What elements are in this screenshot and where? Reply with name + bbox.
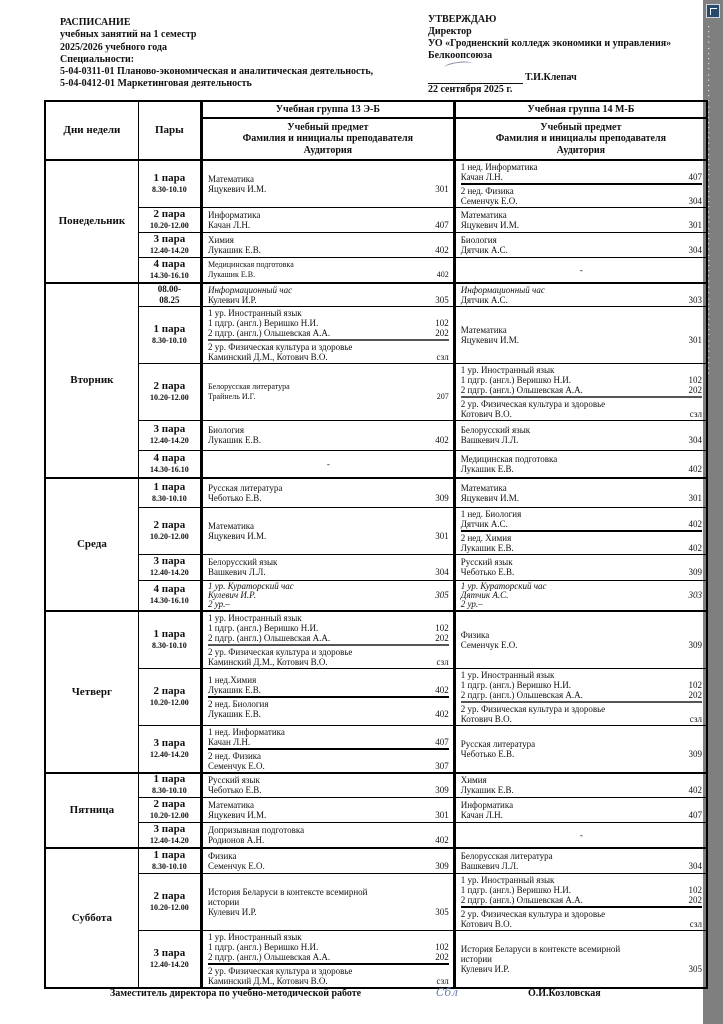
lesson-cell: Информационный час Дятчик А.С. 303 (454, 283, 707, 307)
doc-title: РАСПИСАНИЕ (60, 17, 131, 28)
empty-lesson-cell: - (454, 258, 707, 283)
lesson-cell: Химия Лукашик Е.В. 402 (454, 773, 707, 798)
lesson-cell: Русская литература Чеботько Е.В. 309 (454, 725, 707, 773)
schedule-title-block (60, 17, 373, 91)
lesson-cell: 1 нед. Информатика Качан Л.Н. 407 2 нед. Физика Семенчук Е.О. 307 (201, 725, 454, 773)
day-tuesday: Вторник (45, 283, 138, 479)
empty-lesson-cell: - (454, 823, 707, 848)
approval-date: 22 сентября 2025 г. (428, 84, 513, 95)
lesson-cell: История Беларуси в контексте всемирной истории Кулевич И.Р. 305 (454, 931, 707, 989)
pair-2: 2 пара 10.20-12.00 (138, 507, 201, 554)
lesson-cell: Физика Семенчук Е.О. 309 (454, 611, 707, 669)
approver-name: Т.И.Клепач (525, 72, 577, 83)
day-thursday: Четверг (45, 611, 138, 773)
lesson-cell: 1 ур. Кураторский час Дятчик А.С. 303 2 ур.– (454, 580, 707, 611)
lesson-cell: История Беларуси в контексте всемирной истории Кулевич И.Р. 305 (201, 874, 454, 931)
lesson-cell: Математика Яцукевич И.М. 301 (201, 160, 454, 208)
group-14-header: Учебная группа 14 М-Б (454, 101, 707, 118)
lesson-cell: Математика Яцукевич И.М. 301 (454, 478, 707, 507)
day-monday: Понедельник (45, 160, 138, 283)
lesson-cell: Математика Яцукевич И.М. 301 (201, 798, 454, 823)
approval-block (428, 14, 671, 96)
lesson-cell: Белорусская литература Вашкевич Л.Л. 304 (454, 848, 707, 874)
lesson-cell: 1 ур. Иностранный язык 1 пдгр. (англ.) Веришко Н.И. 102 2 пдгр. (англ.) Ольшевская А.А. 202 2 ур. Физическая культура и здоровье Каминский Д.М., Котович В.О. сзл (201, 306, 454, 363)
day-friday: Пятница (45, 773, 138, 848)
logo-icon (706, 4, 720, 18)
footer-signature: Cбл (436, 986, 459, 999)
pair-2: 2 пара 10.20-12.00 (138, 668, 201, 725)
pair-3: 3 пара 12.40-14.20 (138, 420, 201, 450)
pair-2: 2 пара 10.20-12.00 (138, 363, 201, 420)
group-13-header: Учебная группа 13 Э-Б (201, 101, 454, 118)
schedule-table (44, 100, 708, 989)
organization: УО «Гродненский колледж экономики и управления» (428, 38, 672, 49)
signature-line (428, 74, 523, 84)
lesson-cell: 1 ур. Иностранный язык 1 пдгр. (англ.) Веришко Н.И. 102 2 пдгр. (англ.) Ольшевская А.А. 202 2 ур. Физическая культура и здоровье Котович В.О. сзл (454, 874, 707, 931)
approve-label: УТВЕРЖДАЮ (428, 14, 497, 25)
academic-year: 2025/2026 учебного года (60, 41, 167, 53)
pair-1: 1 пара 8.30-10.10 (138, 773, 201, 798)
pair-3: 3 пара 12.40-14.20 (138, 554, 201, 580)
lesson-cell: Математика Яцукевич И.М. 301 (454, 306, 707, 363)
footer-position: Заместитель директора по учебно-методической работе (110, 988, 362, 999)
lesson-cell: Химия Лукашик Е.В. 402 (201, 233, 454, 258)
lesson-cell: Информатика Качан Л.Н. 407 (201, 208, 454, 233)
lesson-cell: Биология Дятчик А.С. 304 (454, 233, 707, 258)
pair-1: 1 пара 8.30-10.10 (138, 611, 201, 669)
lesson-cell: 1 ур. Иностранный язык 1 пдгр. (англ.) Веришко Н.И. 102 2 пдгр. (англ.) Ольшевская А.А. 202 2 ур. Физическая культура и здоровье Котович В.О. сзл (454, 363, 707, 420)
col-header-pairs: Пары (138, 101, 201, 160)
lesson-cell: Информационный час Кулевич И.Р. 305 (201, 283, 454, 307)
lesson-cell: Математика Яцукевич И.М. 301 (454, 208, 707, 233)
pair-2: 2 пара 10.20-12.00 (138, 798, 201, 823)
col-header-days: Дни недели (45, 101, 138, 160)
footer-name: О.И.Козловская (528, 988, 601, 999)
pair-info-hour: 08.00- 08.25 (138, 283, 201, 307)
empty-lesson-cell: - (201, 450, 454, 478)
lesson-cell: Белорусская литература Трайнель И.Г. 207 (201, 363, 454, 420)
lesson-cell: 1 ур. Иностранный язык 1 пдгр. (англ.) Веришко Н.И. 102 2 пдгр. (англ.) Ольшевская А.А. 202 2 ур. Физическая культура и здоровье Котович В.О. сзл (454, 668, 707, 725)
approver-position: Директор (428, 26, 472, 37)
specialties-label: Специальности: (60, 53, 135, 65)
pair-1: 1 пара 8.30-10.10 (138, 848, 201, 874)
lesson-cell: Информатика Качан Л.Н. 407 (454, 798, 707, 823)
watermark-text: ▪▪▪▪ ▪▪▪▪▪ ▪▪▪▪▪▪ ▪▪▪▪▪▪▪▪ ▪▪▪▪▪▪▪ ▪▪▪▪▪▪▪▪ ▪▪▪▪▪ ▪▪▪▪▪▪ ▪▪ ▪▪▪▪▪▪▪▪ ▪▪▪ ▪▪▪▪ (706, 24, 711, 376)
lesson-cell: Русский язык Чеботько Е.В. 309 (201, 773, 454, 798)
pair-4: 4 пара 14.30-16.10 (138, 258, 201, 283)
lesson-cell: 1 нед. Информатика Качан Л.Н. 407 2 нед. Физика Семенчук Е.О. 304 (454, 160, 707, 208)
specialty-2: 5-04-0412-01 Маркетинговая деятельность (60, 78, 252, 90)
lesson-cell: Допризывная подготовка Родионов А.Н. 402 (201, 823, 454, 848)
pair-3: 3 пара 12.40-14.20 (138, 233, 201, 258)
lesson-cell: Белорусский язык Вашкевич Л.Л. 304 (454, 420, 707, 450)
pair-2: 2 пара 10.20-12.00 (138, 874, 201, 931)
pair-4: 4 пара 14.30-16.10 (138, 580, 201, 611)
pair-1: 1 пара 8.30-10.10 (138, 160, 201, 208)
lesson-cell: Русская литература Чеботько Е.В. 309 (201, 478, 454, 507)
group-13-subheader: Учебный предмет Фамилия и инициалы преподавателя Аудитория (201, 118, 454, 160)
lesson-cell: 1 нед.Химия Лукашик Е.В. 402 2 нед. Биология Лукашик Е.В. 402 (201, 668, 454, 725)
specialty-1: 5-04-0311-01 Планово-экономическая и аналитическая деятельность, (60, 66, 374, 78)
lesson-cell: 1 нед. Биология Дятчик А.С. 402 2 нед. Химия Лукашик Е.В. 402 (454, 507, 707, 554)
lesson-cell: 1 ур. Иностранный язык 1 пдгр. (англ.) Веришко Н.И. 102 2 пдгр. (англ.) Ольшевская А.А. 202 2 ур. Физическая культура и здоровье Каминский Д.М., Котович В.О. сзл (201, 931, 454, 989)
pair-2: 2 пара 10.20-12.00 (138, 208, 201, 233)
lesson-cell: Медицинская подготовка Лукашик Е.В. 402 (454, 450, 707, 478)
lesson-cell: Русский язык Чеботько Е.В. 309 (454, 554, 707, 580)
day-wednesday: Среда (45, 478, 138, 611)
lesson-cell: Физика Семенчук Е.О. 309 (201, 848, 454, 874)
organization-2: Белкоопсоюза (428, 50, 493, 61)
lesson-cell: 1 ур. Кураторский час Кулевич И.Р. 305 2 ур.– (201, 580, 454, 611)
group-14-subheader: Учебный предмет Фамилия и инициалы преподавателя Аудитория (454, 118, 707, 160)
pair-1: 1 пара 8.30-10.10 (138, 306, 201, 363)
doc-subtitle: учебных занятий на 1 семестр (60, 29, 197, 41)
pair-3: 3 пара 12.40-14.20 (138, 725, 201, 773)
day-saturday: Суббота (45, 848, 138, 989)
lesson-cell: Биология Лукашик Е.В. 402 (201, 420, 454, 450)
pair-3: 3 пара 12.40-14.20 (138, 931, 201, 989)
pair-3: 3 пара 12.40-14.20 (138, 823, 201, 848)
lesson-cell: Математика Яцукевич И.М. 301 (201, 507, 454, 554)
lesson-cell: Медицинская подготовка Лукашик Е.В. 402 (201, 258, 454, 283)
pair-1: 1 пара 8.30-10.10 (138, 478, 201, 507)
pair-4: 4 пара 14.30-16.10 (138, 450, 201, 478)
lesson-cell: Белорусский язык Вашкевич Л.Л. 304 (201, 554, 454, 580)
lesson-cell: 1 ур. Иностранный язык 1 пдгр. (англ.) Веришко Н.И. 102 2 пдгр. (англ.) Ольшевская А.А. 202 2 ур. Физическая культура и здоровье Каминский Д.М., Котович В.О. сзл (201, 611, 454, 669)
